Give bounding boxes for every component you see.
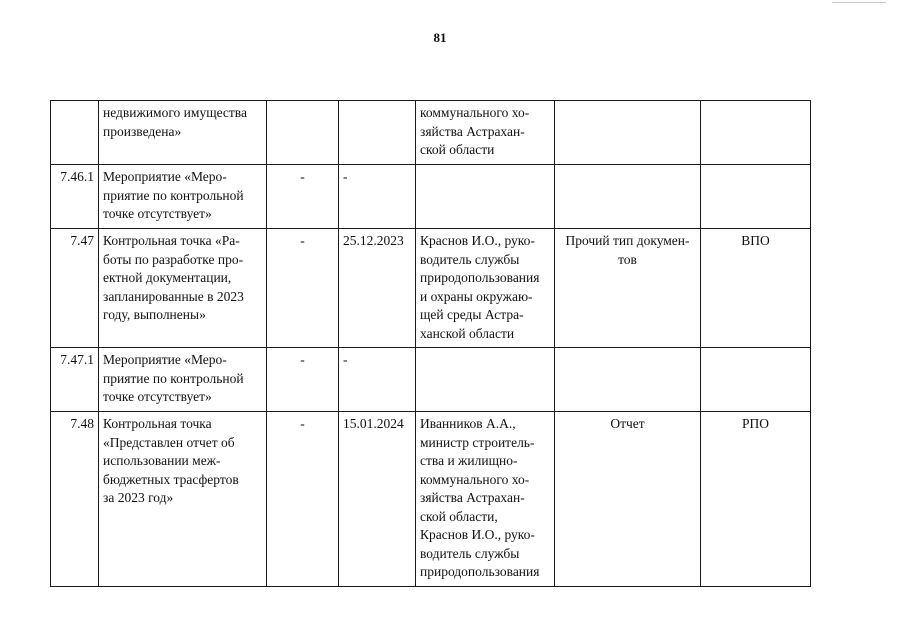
cell-line: природопользования bbox=[420, 270, 540, 285]
cell-text: - bbox=[300, 233, 305, 248]
row-responsible bbox=[416, 229, 555, 348]
cell-line: природопользования bbox=[420, 564, 540, 579]
cell-line: зяйства Астрахан- bbox=[420, 490, 525, 505]
row-end-date bbox=[339, 229, 416, 348]
cell-text: 15.01.2024 bbox=[343, 416, 404, 431]
cell-line: Отчет bbox=[610, 416, 645, 431]
row-number bbox=[51, 412, 99, 587]
cell-text: 25.12.2023 bbox=[343, 233, 404, 248]
row-name bbox=[99, 229, 267, 348]
row-responsible bbox=[416, 101, 555, 165]
cell-line: Мероприятие «Меро- bbox=[103, 169, 227, 184]
row-responsible bbox=[416, 165, 555, 229]
cell-line: боты по разработке про- bbox=[103, 251, 244, 267]
cell-line: Контрольная точка «Ра- bbox=[103, 233, 240, 248]
cell-text: - bbox=[300, 352, 305, 367]
cell-text: 7.48 bbox=[70, 416, 94, 431]
row-number bbox=[51, 165, 99, 229]
cell-line: ской области bbox=[420, 142, 495, 157]
cell-text: 7.47.1 bbox=[60, 352, 94, 367]
cell-text: РПО bbox=[741, 416, 769, 431]
row-number bbox=[51, 229, 99, 348]
cell-line: Контрольная точка bbox=[103, 416, 212, 431]
cell-text: - bbox=[300, 416, 305, 431]
table-row bbox=[51, 101, 811, 165]
row-document-type bbox=[555, 229, 701, 348]
row-start-date bbox=[267, 412, 339, 587]
cell-line: щей среды Астра- bbox=[420, 307, 524, 322]
cell-line: ектной документации, bbox=[103, 270, 232, 285]
cell-line: Краснов И.О., руко- bbox=[420, 527, 535, 542]
row-level bbox=[701, 101, 811, 165]
cell-text: - bbox=[300, 169, 305, 184]
row-end-date bbox=[339, 165, 416, 229]
cell-line: коммунального хо- bbox=[420, 471, 530, 487]
row-document-type bbox=[555, 348, 701, 412]
cell-text: 7.47 bbox=[70, 233, 94, 248]
row-end-date bbox=[339, 412, 416, 587]
cell-line: водитель службы bbox=[420, 545, 520, 561]
corner-scan-mark bbox=[832, 2, 886, 3]
row-name bbox=[99, 412, 267, 587]
cell-line: Краснов И.О., руко- bbox=[420, 233, 535, 248]
row-responsible bbox=[416, 348, 555, 412]
cell-line: коммунального хо- bbox=[420, 105, 530, 120]
cell-line: использовании меж- bbox=[103, 453, 221, 468]
cell-line: недвижимого имущества bbox=[103, 105, 247, 120]
cell-line: произведена» bbox=[103, 123, 182, 139]
row-start-date bbox=[267, 229, 339, 348]
cell-line: тов bbox=[618, 251, 637, 267]
cell-line: приятие по контрольной bbox=[103, 370, 244, 386]
cell-line: запланированные в 2023 bbox=[103, 288, 244, 304]
cell-line: и охраны окружаю- bbox=[420, 288, 533, 304]
cell-line: водитель службы bbox=[420, 251, 520, 267]
page-number: 81 bbox=[433, 30, 447, 45]
row-name bbox=[99, 348, 267, 412]
cell-text: - bbox=[343, 352, 348, 367]
cell-line: точке отсутствует» bbox=[103, 389, 212, 404]
cell-line: зяйства Астрахан- bbox=[420, 123, 525, 139]
cell-line: точке отсутствует» bbox=[103, 206, 212, 221]
cell-text: ВПО bbox=[741, 233, 770, 248]
row-name bbox=[99, 101, 267, 165]
row-start-date bbox=[267, 348, 339, 412]
cell-line: министр строитель- bbox=[420, 434, 535, 450]
plan-table bbox=[50, 100, 811, 587]
row-end-date bbox=[339, 348, 416, 412]
cell-line: Прочий тип докумен- bbox=[565, 233, 690, 248]
cell-line: Иванников А.А., bbox=[420, 416, 516, 431]
row-level bbox=[701, 412, 811, 587]
row-document-type bbox=[555, 412, 701, 587]
cell-line: году, выполнены» bbox=[103, 307, 206, 322]
row-name bbox=[99, 165, 267, 229]
row-end-date bbox=[339, 101, 416, 165]
cell-line: ханской области bbox=[420, 325, 515, 341]
cell-line: за 2023 год» bbox=[103, 490, 174, 505]
cell-line: ской области, bbox=[420, 508, 498, 524]
row-level bbox=[701, 229, 811, 348]
cell-text: - bbox=[343, 169, 348, 184]
row-responsible bbox=[416, 412, 555, 587]
table-row bbox=[51, 348, 811, 412]
table-row bbox=[51, 165, 811, 229]
table-row bbox=[51, 412, 811, 587]
cell-line: ства и жилищно- bbox=[420, 453, 518, 468]
cell-text: 7.46.1 bbox=[60, 169, 94, 184]
row-number bbox=[51, 348, 99, 412]
row-document-type bbox=[555, 101, 701, 165]
row-document-type bbox=[555, 165, 701, 229]
row-start-date bbox=[267, 101, 339, 165]
table-row bbox=[51, 229, 811, 348]
row-start-date bbox=[267, 165, 339, 229]
row-number bbox=[51, 101, 99, 165]
cell-line: «Представлен отчет об bbox=[103, 434, 235, 450]
cell-line: Мероприятие «Меро- bbox=[103, 352, 227, 367]
row-level bbox=[701, 165, 811, 229]
row-level bbox=[701, 348, 811, 412]
cell-line: бюджетных трасфертов bbox=[103, 471, 239, 487]
cell-line: приятие по контрольной bbox=[103, 187, 244, 203]
